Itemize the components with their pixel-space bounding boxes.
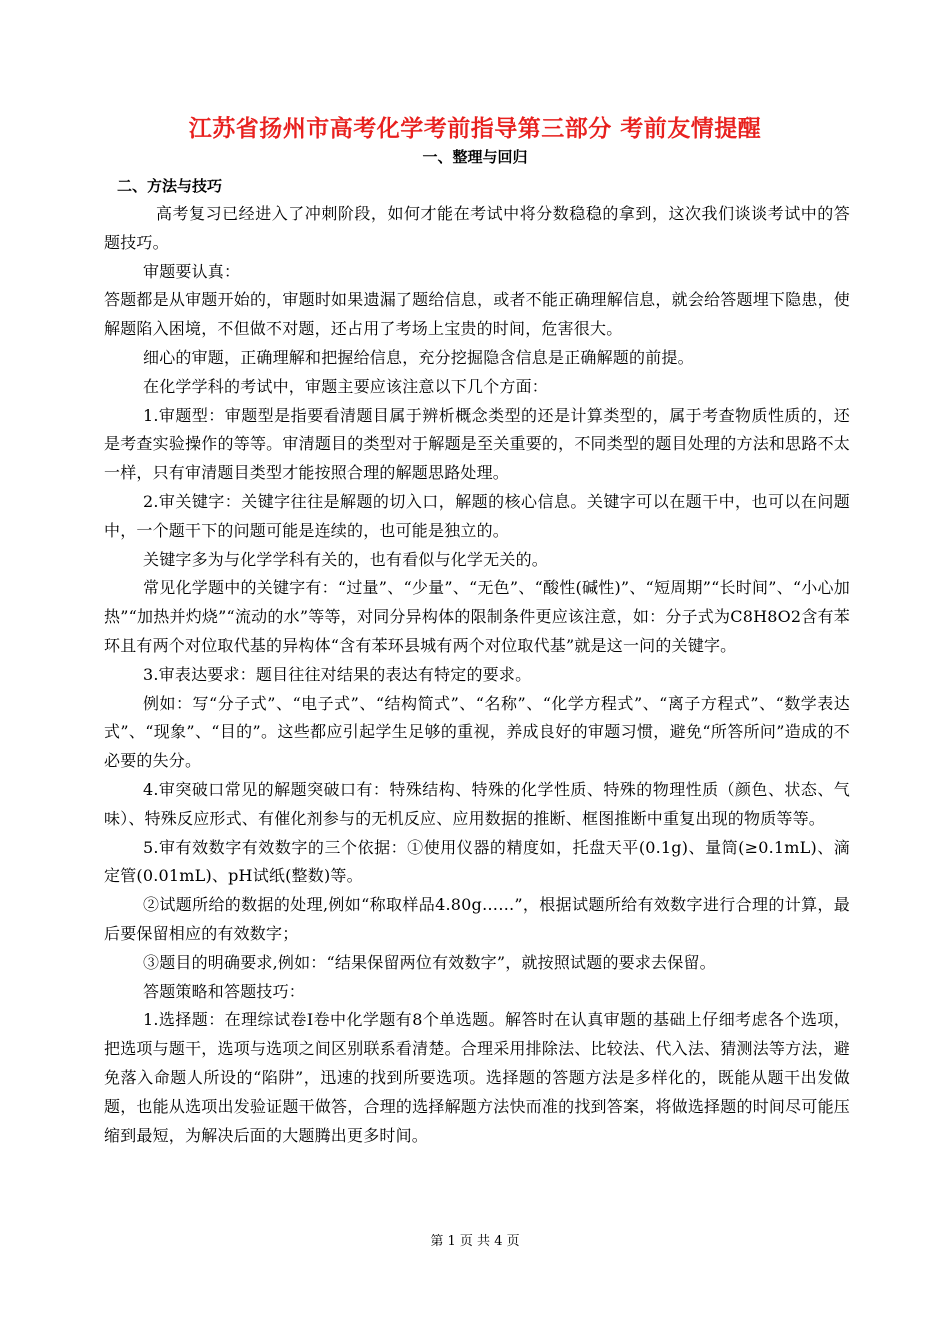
paragraph: 高考复习已经进入了冲刺阶段，如何才能在考试中将分数稳稳的拿到，这次我们谈谈考试中的答题技巧。 [104, 204, 850, 252]
paragraph: ③题目的明确要求,例如：“结果保留两位有效数字”，就按照试题的要求去保留。 [143, 952, 716, 972]
paragraph: 在化学学科的考试中，审题主要应该注意以下几个方面： [143, 376, 549, 396]
paragraph: 答题策略和答题技巧： [143, 981, 306, 1001]
page-footer: 第 1 页 共 4 页 [430, 1234, 520, 1249]
paragraph: 答题都是从审题开始的，审题时如果遗漏了题给信息，或者不能正确理解信息，就会给答题埋下隐患，使解题陷入困境，不但做不对题，还占用了考场上宝贵的时间，危害很大。 [104, 290, 850, 339]
section-heading: 二、方法与技巧 [117, 177, 223, 195]
paragraph: 常见化学题中的关键字有：“过量”、“少量”、“无色”、“酸性(碱性)”、“短周期”“长时间”、“小心加热”“加热并灼烧”“流动的水”等等，对同分异构体的限制条件更应该注意，如：分子式为C8H8O2含有苯环且有两个对位取代基的异构体“含有苯环县城有两个对位取代基”就是这一问的关键字。 [104, 578, 850, 655]
paragraph: 2.审关键字：关键字往往是解题的切入口，解题的核心信息。关键字可以在题干中，也可以在问题中，一个题干下的问题可能是连续的，也可能是独立的。 [104, 491, 850, 540]
document-subtitle: 一、整理与回归 [422, 148, 528, 166]
paragraph: 例如：写“分子式”、“电子式”、“结构简式”、“名称”、“化学方程式”、“离子方程式”、“数学表达式”、“现象”、“目的”。这些都应引起学生足够的重视，养成良好的审题习惯，避免“所答所问”造成的不必要的失分。 [104, 693, 850, 771]
paragraph: 5.审有效数字有效数字的三个依据：①使用仪器的精度如，托盘天平(0.1g)、量筒(≥0.1mL)、滴定管(0.01mL)、pH试纸(整数)等。 [104, 837, 850, 886]
paragraph: 3.审表达要求：题目往往对结果的表达有特定的要求。 [143, 664, 532, 684]
paragraph: 细心的审题，正确理解和把握给信息，充分挖掘隐含信息是正确解题的前提。 [143, 347, 694, 367]
paragraph: 4.审突破口常见的解题突破口有：特殊结构、特殊的化学性质、特殊的物理性质（颜色、状态、气味）、特殊反应形式、有催化剂参与的无机反应、应用数据的推断、框图推断中重复出现的物质等等。 [104, 779, 850, 828]
document-body [104, 200, 850, 1150]
paragraph: 关键字多为与化学学科有关的，也有看似与化学无关的。 [143, 549, 549, 569]
paragraph: 审题要认真： [143, 261, 241, 281]
paragraph: 1.审题型：审题型是指要看清题目属于辨析概念类型的还是计算类型的，属于考查物质性质的，还是考查实验操作的等等。审清题目的类型对于解题是至关重要的，不同类型的题目处理的方法和思路不太一样，只有审清题目类型才能按照合理的解题思路处理。 [104, 405, 850, 483]
paragraph: 1.选择题：在理综试卷Ⅰ卷中化学题有8个单选题。解答时在认真审题的基础上仔细考虑各个选项，把选项与题干，选项与选项之间区别联系看清楚。合理采用排除法、比较法、代入法、猜测法等方法，避免落入命题人所设的“陷阱”，迅速的找到所要选项。选择题的答题方法是多样化的，既能从题干出发做题，也能从选项出发验证题干做答，合理的选择解题方法快而准的找到答案，将做选择题的时间尽可能压缩到最短，为解决后面的大题腾出更多时间。 [104, 1010, 850, 1145]
document-title: 江苏省扬州市高考化学考前指导第三部分 考前友情提醒 [188, 115, 762, 142]
paragraph: ②试题所给的数据的处理,例如“称取样品4.80g……”，根据试题所给有效数字进行合理的计算，最后要保留相应的有效数字； [104, 895, 850, 943]
